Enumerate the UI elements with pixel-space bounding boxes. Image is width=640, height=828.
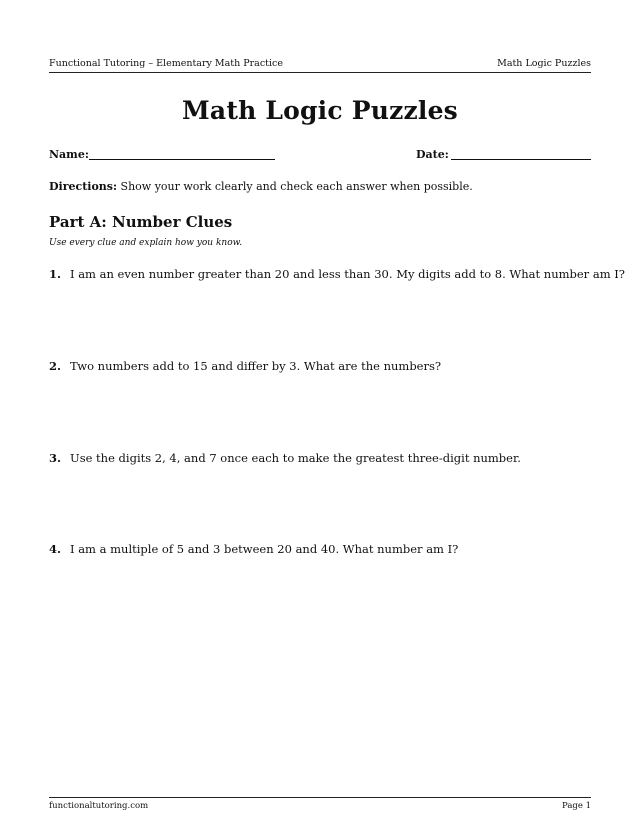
question-3 bbox=[49, 451, 591, 466]
directions-label: Directions: bbox=[49, 180, 118, 193]
header-right-text: Math Logic Puzzles bbox=[497, 58, 591, 69]
directions bbox=[49, 180, 473, 194]
question-text: Use the digits 2, 4, and 7 once each to make the greatest three-digit number. bbox=[70, 451, 521, 465]
date-blank-line[interactable] bbox=[451, 159, 591, 160]
question-number: 2. bbox=[49, 359, 62, 373]
question-number: 1. bbox=[49, 267, 62, 281]
question-2 bbox=[49, 359, 591, 374]
page-header bbox=[49, 58, 591, 73]
footer-website: functionaltutoring.com bbox=[49, 801, 149, 811]
page-title: Math Logic Puzzles bbox=[182, 96, 458, 125]
name-blank-line[interactable] bbox=[89, 159, 275, 160]
question-text: Two numbers add to 15 and differ by 3. What are the numbers? bbox=[70, 359, 442, 373]
date-label: Date: bbox=[416, 148, 449, 161]
header-left-text: Functional Tutoring – Elementary Math Practice bbox=[49, 58, 283, 69]
question-1 bbox=[49, 267, 625, 282]
question-number: 4. bbox=[49, 542, 62, 556]
question-4 bbox=[49, 542, 591, 557]
page-footer bbox=[49, 797, 591, 812]
question-text: I am a multiple of 5 and 3 between 20 and 40. What number am I? bbox=[70, 542, 459, 556]
footer-page-number: Page 1 bbox=[562, 801, 591, 811]
section-subtitle: Use every clue and explain how you know. bbox=[49, 238, 243, 248]
name-field[interactable] bbox=[49, 148, 279, 164]
date-field[interactable] bbox=[416, 148, 592, 164]
directions-text: Show your work clearly and check each answer when possible. bbox=[117, 180, 473, 193]
section-heading: Part A: Number Clues bbox=[49, 213, 233, 231]
question-number: 3. bbox=[49, 451, 62, 465]
name-label: Name: bbox=[49, 148, 89, 161]
question-text: I am an even number greater than 20 and less than 30. My digits add to 8. What number am I? bbox=[70, 267, 625, 281]
